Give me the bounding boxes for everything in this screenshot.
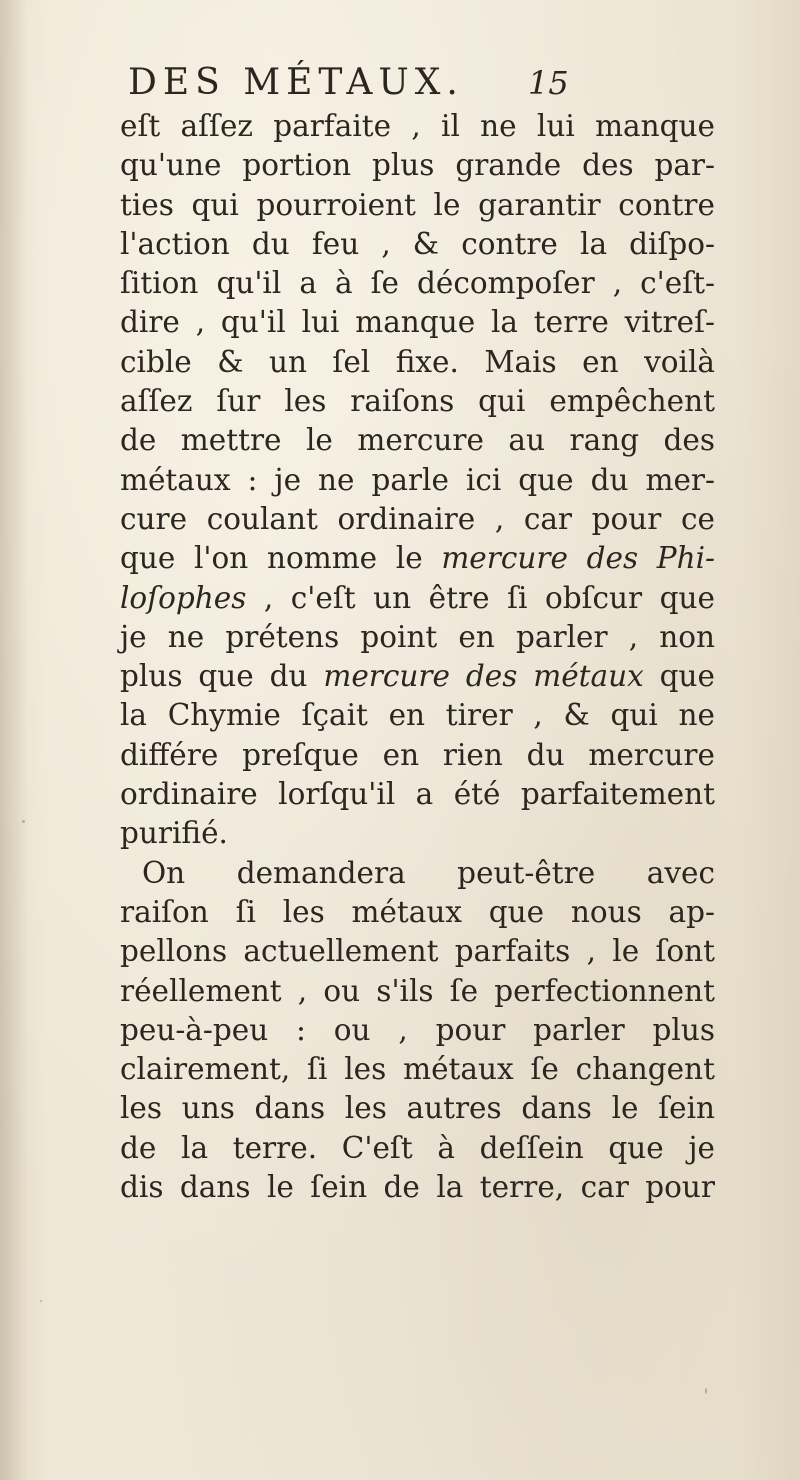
text-line: je ne prétens point en parler , non (120, 619, 715, 654)
text-line (120, 657, 715, 696)
italic-run: mercure des métaux (323, 659, 644, 694)
text-line: l'action du feu , & contre la diſpo- (120, 226, 715, 261)
text-line: peu-à-peu : ou , pour parler plus (120, 1012, 715, 1047)
text-line: eſt aſſez parfaite , il ne lui manque (120, 109, 715, 143)
text-line: raiſon ſi les métaux que nous ap- (120, 894, 715, 929)
running-title: DES MÉTAUX. (128, 62, 464, 103)
text-line: la Chymie ſçait en tirer , & qui ne (120, 698, 715, 733)
text-line (120, 539, 715, 578)
text-line: de la terre. C'eſt à deſſein que je (120, 1130, 715, 1165)
text-line: différe preſque en rien du mercure (120, 737, 715, 772)
text-line: dire , qu'il lui manque la terre vitreſ- (120, 305, 715, 340)
text-run: , c'eſt un être ſi obſcur que (246, 580, 715, 615)
text-line: de mettre le mercure au rang des (120, 423, 715, 458)
text-line: aſſez ſur les raiſons qui empêchent (120, 384, 715, 419)
text-line: ſition qu'il a à ſe décompoſer , c'eſt- (120, 266, 715, 301)
text-line: ties qui pourroient le garantir contre (120, 187, 715, 222)
running-head (128, 62, 688, 112)
text-line: clairement, ſi les métaux ſe changent (120, 1052, 715, 1087)
text-line: pellons actuellement parfaits , le ſont (120, 934, 715, 969)
text-line: les uns dans les autres dans le ſein (120, 1091, 715, 1126)
text-run: plus que du (120, 659, 324, 694)
paper-speck (40, 1300, 42, 1302)
gutter-shadow (0, 0, 28, 1480)
text-line: métaux : je ne parle ici que du mer- (120, 462, 715, 497)
body-text (120, 107, 715, 1207)
paragraph-end-line: purifié. (120, 816, 228, 851)
text-line: cure coulant ordinaire , car pour ce (120, 501, 715, 536)
text-run: que l'on nomme le (120, 541, 442, 576)
text-line (120, 579, 715, 618)
text-line: ordinaire lorſqu'il a été parfaitement (120, 777, 715, 812)
italic-run: loſophes (120, 580, 247, 615)
text-line: cible & un ſel fixe. Mais en voilà (120, 344, 715, 379)
text-run: que (643, 659, 715, 694)
italic-run: mercure des Phi- (441, 541, 715, 576)
page-number: 15 (528, 64, 569, 102)
paper-speck (22, 820, 25, 823)
paper-speck (705, 1388, 707, 1394)
text-line: dis dans le ſein de la terre, car pour (120, 1170, 715, 1205)
text-line: qu'une portion plus grande des par- (120, 148, 715, 183)
paragraph-start-line: On demandera peut-être avec (142, 855, 715, 890)
text-line: réellement , ou s'ils ſe perfectionnent (120, 973, 715, 1008)
